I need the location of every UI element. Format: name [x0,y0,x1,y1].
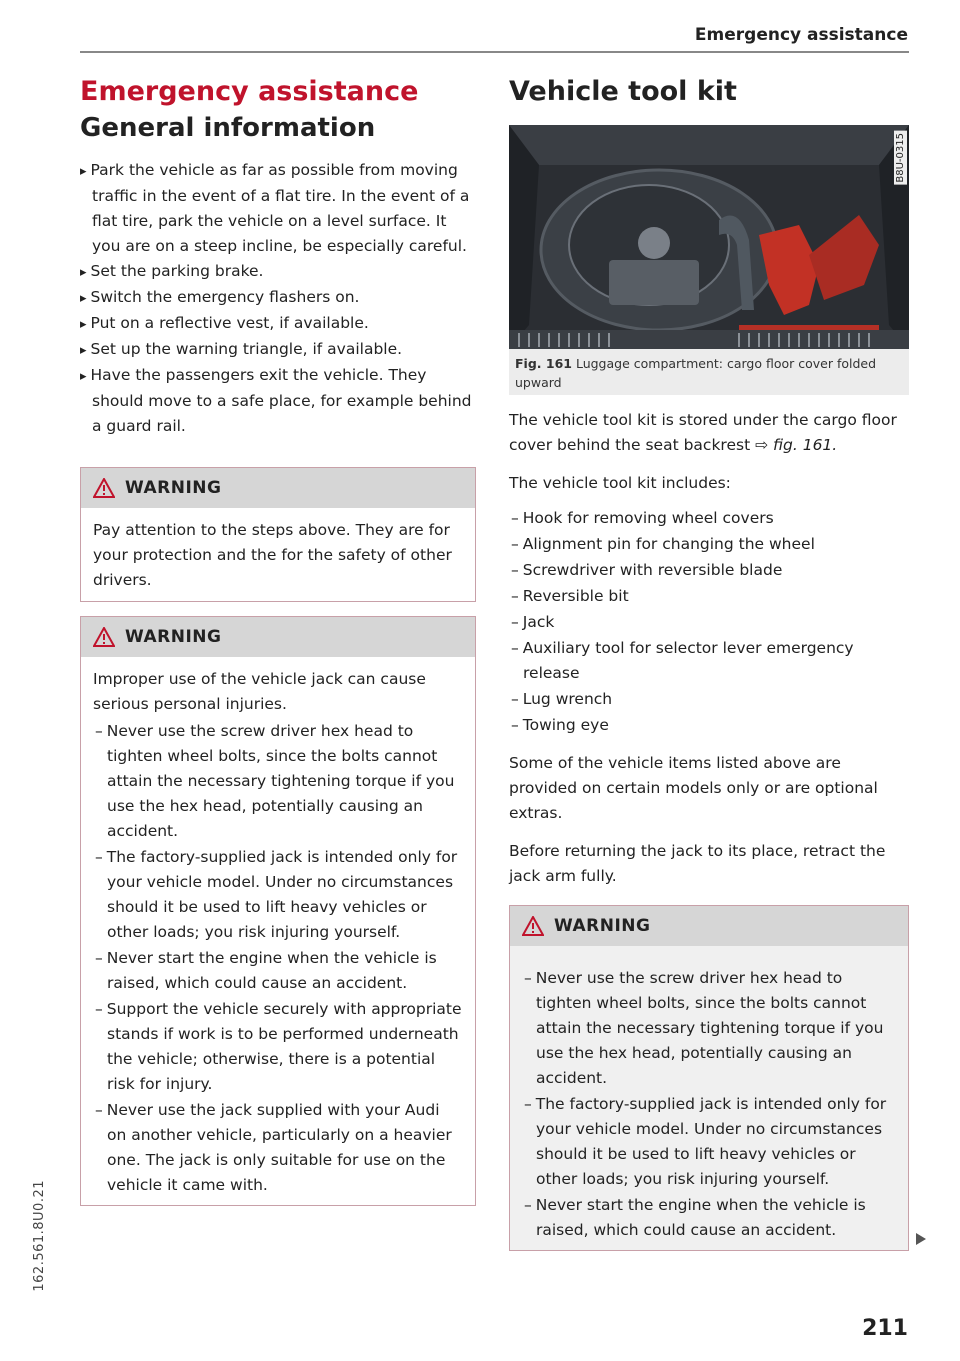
figure-ref-link[interactable]: ⇨ fig. 161. [755,436,838,455]
warning-item: – Never start the engine when the vehicle is raised, which could cause an accident. [522,1193,896,1243]
tools-list [509,506,909,738]
jack-warning-box [80,616,476,1206]
luggage-illustration [509,125,909,349]
warning-item: – Never use the jack supplied with your Audi on another vehicle, particularly on a heavier one. The jack is only suitable for use on the vehicle it came with. [93,1098,463,1198]
warning-item: – Never start the engine when the vehicle is raised, which could cause an accident. [93,946,463,996]
warning-item: – Support the vehicle securely with appropriate stands if work is to be performed underneath the vehicle; otherwise, there is a potential risk for injury. [93,997,463,1097]
step-item: ▸ Park the vehicle as far as possible from moving traffic in the event of a flat tire. In the event of a flat tire, park the vehicle on a level surface. It you are on a steep incline, be especially careful. [80,158,476,259]
warning-header [81,468,475,508]
warning-box [80,467,476,602]
step-item: ▸ Switch the emergency flashers on. [80,285,476,311]
includes-label: The vehicle tool kit includes: [509,474,731,493]
tool-item: – Jack [509,610,909,635]
luggage-compartment-image [509,125,909,349]
figure-caption [509,349,909,397]
warning-body [81,657,475,1205]
warning-item: – The factory-supplied jack is intended only for your vehicle model. Under no circumstances should it be used to lift heavy vehicles or other loads; you risk injuring yourself. [93,845,463,945]
warning-header [81,617,475,657]
warning-title: WARNING [125,478,222,499]
right-column [509,72,909,1251]
warning-triangle-icon [93,478,115,498]
tool-item: – Auxiliary tool for selector lever emergency release [509,636,909,686]
warning-title: WARNING [554,916,651,937]
warning-item: – The factory-supplied jack is intended only for your vehicle model. Under no circumstances should it be used to lift heavy vehicles or other loads; you risk injuring yourself. [522,1092,896,1192]
figure-code: B8U-0315 [895,133,906,183]
optional-note: Some of the vehicle items listed above are provided on certain models only or are optional extras. [509,754,878,823]
warning-body [81,508,475,601]
continue-arrow-icon [916,1233,926,1245]
intro-text: The vehicle tool kit is stored under the cargo floor cover behind the seat backrest [509,411,897,455]
warning-body [510,946,908,1250]
step-item: ▸ Set up the warning triangle, if available. [80,337,476,363]
tool-item: – Lug wrench [509,687,909,712]
header-rule [80,51,909,53]
warning-list [522,966,896,1243]
intro-paragraph [509,408,909,458]
page-number: 211 [862,1316,908,1341]
figure-161 [509,125,909,395]
warning-text: Pay attention to the steps above. They are for your protection and the for the safety of other drivers. [93,521,452,590]
warning-triangle-icon [522,916,544,936]
warning-header [510,906,908,946]
step-item: ▸ Put on a reflective vest, if available. [80,311,476,337]
left-column [80,72,476,1206]
section-subtitle: General information [80,113,376,144]
tool-item: – Reversible bit [509,584,909,609]
warning-item: – Never use the screw driver hex head to tighten wheel bolts, since the bolts cannot attain the necessary tightening torque if you use the hex head, potentially causing an accident. [522,966,896,1091]
warning-intro: Improper use of the vehicle jack can cause serious personal injuries. [93,670,426,714]
tool-item: – Hook for removing wheel covers [509,506,909,531]
tool-kit-title: Vehicle tool kit [509,76,737,107]
tool-item: – Screwdriver with reversible blade [509,558,909,583]
step-item: ▸ Set the parking brake. [80,259,476,285]
tool-item: – Alignment pin for changing the wheel [509,532,909,557]
warning-item: – Never use the screw driver hex head to tighten wheel bolts, since the bolts cannot attain the necessary tightening torque if you use the hex head, potentially causing an accident. [93,719,463,844]
tool-warning-box [509,905,909,1251]
warning-list [93,719,463,1198]
running-header: Emergency assistance [694,25,908,45]
step-item: ▸ Have the passengers exit the vehicle. They should move to a safe place, for example behind a guard rail. [80,363,476,439]
side-document-code: 162.561.8U0.21 [32,1180,47,1292]
section-title: Emergency assistance [80,76,419,107]
figure-caption-text: Luggage compartment: cargo floor cover folded upward [515,356,877,391]
jack-note: Before returning the jack to its place, retract the jack arm fully. [509,842,886,886]
warning-title: WARNING [125,627,222,648]
steps-list [80,158,476,439]
warning-triangle-icon [93,627,115,647]
tool-item: – Towing eye [509,713,909,738]
figure-label: Fig. 161 [515,356,572,372]
